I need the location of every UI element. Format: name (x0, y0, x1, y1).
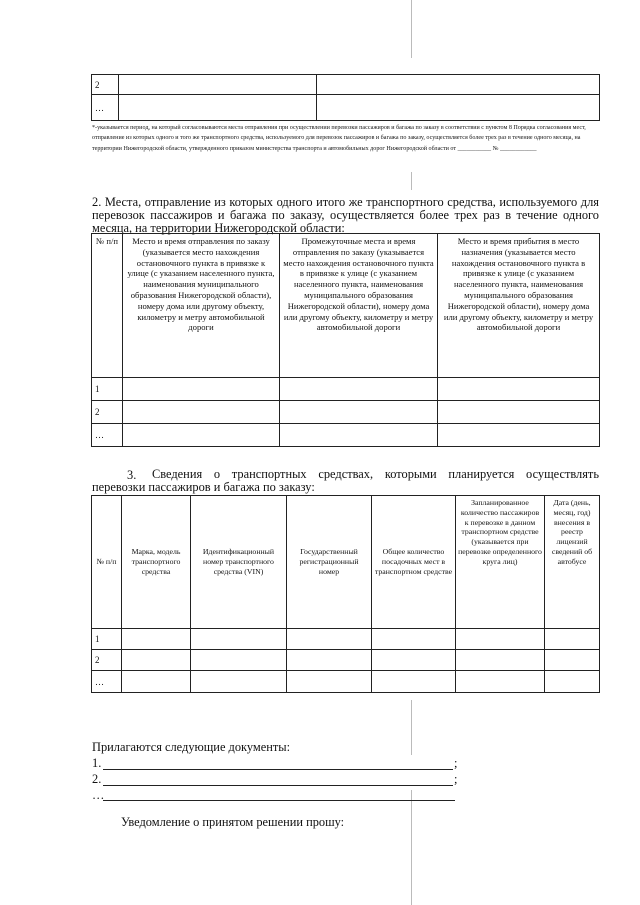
col-header-register-date: Дата (день, месяц, год) внесения в реестр лицензий сведений об автобусе (545, 496, 600, 629)
table-row (92, 629, 600, 650)
row-number: 2 (92, 650, 122, 671)
col-header-departure: Место и время отправления по заказу (указывается место нахождения остановочного пункта в привязке к улице (с указанием населенного пункта, наименования муниципального образования Нижегородской области), номеру дома или другому объекту, километру и метру автомобильной дороги (123, 234, 280, 378)
attachment-line (103, 769, 453, 770)
table-continuation (91, 74, 600, 121)
attachment-line (103, 800, 455, 801)
table-header-row (92, 496, 600, 629)
row-number: 2 (92, 401, 123, 424)
scan-mark-top (411, 0, 412, 58)
row-number: … (92, 671, 122, 693)
attachment-label: 2. (92, 772, 102, 786)
table-header-row (92, 234, 600, 378)
col-header-seats: Общее количество посадочных мест в транспортном средстве (372, 496, 456, 629)
footnote: *-указывается период, на который согласовываются места отправления при осуществлении перевозки пассажиров и багажа по заказу в соответствии с пунктом 8 Порядка согласования мест, отправление из которых одного и того же транспортного средства, используемого для перевозок пассажиров и багажа по заказу, осуществляется более трех раз в течение одного месяца, на территории Нижегородской области, утвержденного приказом министерства транспорта и автомобильных дорог Нижегородской области от ___________ № ____________ (92, 125, 586, 152)
table-row (92, 671, 600, 693)
attachment-end: ; (454, 756, 458, 770)
row-number: … (92, 424, 123, 447)
col-header-arrival: Место и время прибытия в место назначения (указывается место нахождения остановочного пункта в привязке к улице (с указанием населенного пункта, наименования муниципального образования Нижегородской области), номеру дома или другому объекту, километру и метру автомобильной дороги (438, 234, 600, 378)
table-vehicles (91, 495, 600, 693)
table-row (92, 424, 600, 447)
attachments-heading: Прилагаются следующие документы: (92, 740, 291, 754)
attachment-label: … (92, 788, 105, 802)
table-row (92, 378, 600, 401)
attachment-label: 1. (92, 756, 102, 770)
row-number: … (92, 95, 119, 121)
table-places (91, 233, 600, 447)
attachment-line (103, 785, 453, 786)
row-number: 1 (92, 629, 122, 650)
section-3-number: 3. (127, 468, 137, 482)
col-header-number: № п/п (92, 496, 122, 629)
col-header-intermediate: Промежуточные места и время отправления по заказу (указывается место нахождения остановочного пункта в привязке к улице (с указанием населенного пункта, наименования муниципального образования Нижегородской области), номеру дома или другому объекту, километру и метру автомобильной дороги (280, 234, 438, 378)
table-row (92, 401, 600, 424)
table-row (92, 75, 600, 95)
col-header-vin: Идентификационный номер транспортного средства (VIN) (191, 496, 287, 629)
scan-mark-lower (411, 700, 412, 755)
table-row (92, 95, 600, 121)
table-row (92, 650, 600, 671)
col-header-reg-number: Государственный регистрационный номер (287, 496, 372, 629)
col-header-planned-passengers: Запланированное количество пассажиров к перевозке в данном транспортном средстве (указывается при перевозке определенного круга лиц) (456, 496, 545, 629)
scan-mark-bottom (411, 790, 412, 905)
section-3-heading: Сведения о транспортных средствах, которыми планируется осуществлять перевозки пассажиров и багажа по заказу: (92, 467, 599, 495)
notification-request: Уведомление о принятом решении прошу: (121, 815, 345, 829)
scan-mark-mid (411, 172, 412, 190)
col-header-model: Марка, модель транспортного средства (122, 496, 191, 629)
row-number: 1 (92, 378, 123, 401)
row-number: 2 (92, 75, 119, 95)
section-2-heading: 2. Места, отправление из которых одного итого же транспортного средства, используемого для перевозок пассажиров и багажа по заказу, осуществляется более трех раз в течение одного месяца, на территории Нижегородской области: (92, 195, 599, 236)
col-header-number: № п/п (92, 234, 123, 378)
attachment-end: ; (454, 772, 458, 786)
